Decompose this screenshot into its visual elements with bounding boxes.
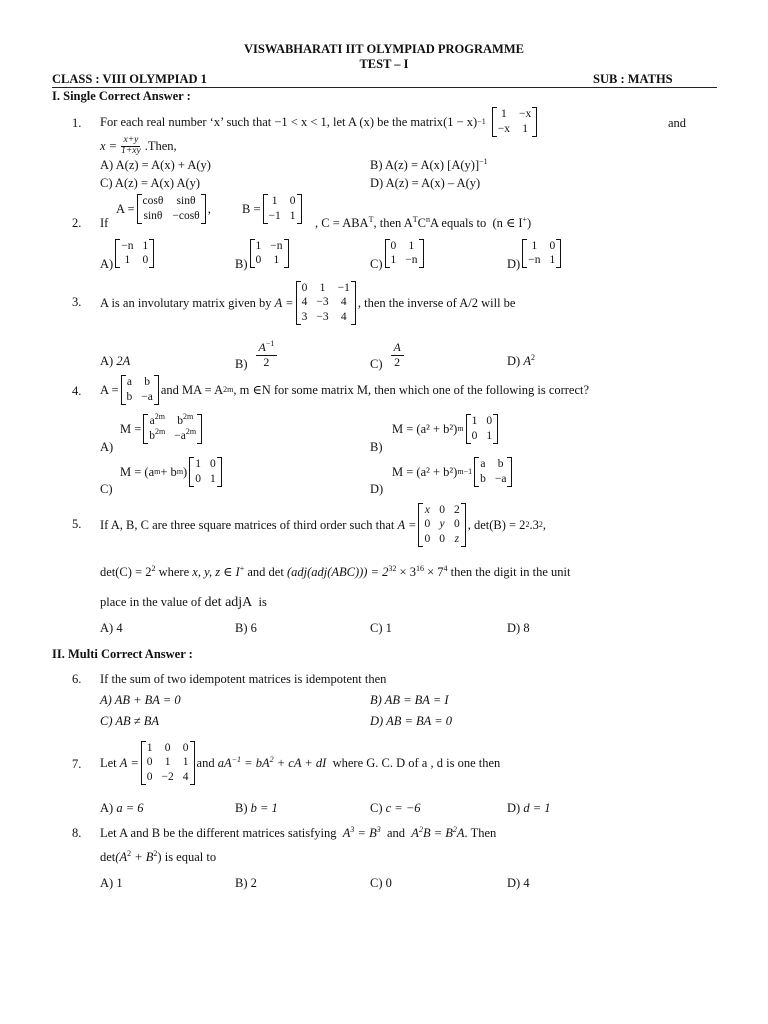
question-text-line2	[100, 850, 216, 865]
equation	[218, 756, 327, 771]
matrix-cell: 4	[340, 296, 347, 309]
denominator: 2	[394, 355, 401, 370]
superscript: −1	[231, 754, 242, 764]
matrix-cell: 2	[453, 504, 460, 517]
matrix-cell: 1	[319, 282, 326, 295]
text: C	[417, 216, 426, 230]
text: place in the value of	[100, 595, 202, 609]
matrix-cell: 1	[273, 253, 280, 266]
matrix-cell: cosθ	[142, 195, 164, 208]
matrix-cell: sinθ	[143, 209, 163, 222]
x-definition	[100, 135, 177, 157]
option-label: C)	[370, 801, 383, 815]
option-matrix	[385, 239, 424, 268]
a-equals: A =	[274, 295, 294, 310]
matrix-a	[121, 375, 159, 404]
text: , then A	[373, 216, 413, 230]
x-equals: x =	[100, 138, 118, 153]
matrix-cell: 0	[471, 429, 478, 442]
option-label: A)	[100, 257, 114, 271]
factor: (1 − x)	[443, 114, 478, 129]
text: b	[177, 415, 183, 428]
superscript: 2	[127, 848, 132, 858]
question-number: 3.	[72, 295, 82, 309]
matrix-cell: −n	[528, 253, 541, 266]
text: + cA + dI	[273, 755, 327, 770]
question-text	[100, 735, 500, 791]
question-text: If the sum of two idempotent matrices is idempotent then	[100, 672, 387, 686]
matrix-cell: a	[126, 376, 132, 389]
option-a[interactable]: A) 1	[100, 876, 123, 890]
text: is equal to	[164, 850, 217, 864]
text: then the digit in the unit	[447, 565, 571, 579]
text: . Then	[464, 826, 497, 840]
matrix-cell: z	[454, 532, 460, 545]
text: det(C) = 2	[100, 565, 152, 579]
text: ,	[542, 517, 546, 532]
text: A	[258, 340, 266, 355]
question-number: 1.	[72, 116, 82, 130]
matrix-cell: 1	[390, 253, 397, 266]
option-label: D)	[507, 801, 521, 815]
question-text-line3	[100, 595, 267, 611]
label: B =	[242, 201, 261, 216]
superscript: 2m	[154, 412, 165, 422]
superscript: 2	[269, 754, 274, 764]
option-b[interactable]	[370, 158, 488, 173]
matrix-cell: 1	[549, 253, 556, 266]
matrix-b	[263, 194, 302, 223]
text: A	[456, 826, 465, 840]
option-matrix	[143, 414, 202, 443]
matrix-cell: 0	[182, 742, 189, 755]
matrix-cell: 1	[289, 209, 296, 222]
matrix-cell: −n	[121, 239, 134, 252]
text: , let A (x) be the matrix	[326, 114, 444, 129]
question-text	[315, 215, 531, 231]
text: where G. C. D of a , d is one then	[332, 755, 501, 770]
text: (a² + b²)	[416, 421, 458, 436]
matrix-cell: −x	[497, 122, 510, 135]
equation-1	[343, 826, 381, 840]
programme-title: VISWABHARATI IIT OLYMPIAD PROGRAMME	[243, 42, 524, 56]
text: and	[196, 755, 215, 770]
text: A	[411, 826, 419, 840]
matrix-cell: 0	[255, 253, 262, 266]
option-a[interactable]: A) AB + BA = 0	[100, 693, 181, 707]
option-d[interactable]: D) 8	[507, 621, 530, 635]
matrix-cell: −a	[141, 390, 153, 403]
m-equals: M =	[120, 421, 142, 436]
superscript: +	[522, 214, 528, 224]
text: )	[157, 850, 162, 864]
condition: (n ∈ I	[492, 216, 523, 230]
option-d[interactable]: D) A(z) = A(x) – A(y)	[370, 176, 481, 190]
option-label: D)	[507, 257, 521, 271]
matrix-cell: y	[439, 518, 445, 531]
option-b[interactable]: B) AB = BA = I	[370, 693, 449, 707]
option-a[interactable]	[100, 801, 144, 816]
matrix-cell: 4	[301, 296, 308, 309]
fraction	[256, 341, 278, 370]
option-matrix	[474, 457, 512, 486]
matrix-cell: 1	[142, 239, 149, 252]
if-text: If	[100, 216, 109, 230]
option-d[interactable]: D) AB = BA = 0	[370, 714, 453, 728]
option-b[interactable]: B) 2	[235, 876, 257, 890]
text: A equals to	[429, 216, 487, 230]
matrix-cell: 0	[439, 504, 445, 517]
label: A =	[116, 201, 135, 216]
option-label: C)	[370, 357, 383, 371]
option-b[interactable]	[235, 336, 277, 372]
text: )	[183, 464, 188, 479]
denominator: 2	[263, 355, 270, 370]
option-a[interactable]	[100, 236, 156, 272]
option-a[interactable]: A)	[100, 440, 114, 454]
option-matrix	[250, 239, 289, 268]
matrix-cell: 1	[500, 108, 507, 121]
matrix-cell: 0	[289, 195, 296, 208]
text: is	[258, 595, 267, 609]
header-rule	[52, 87, 717, 88]
equation-2	[411, 826, 464, 840]
class-label: CLASS : VIII OLYMPIAD 1	[52, 72, 207, 86]
option-label: C)	[370, 257, 383, 271]
matrix-cell: sinθ	[176, 195, 196, 208]
matrix-cell: 0	[424, 518, 431, 531]
matrix-cell: b	[480, 472, 486, 485]
text: (adj(adj(ABC))) = 2	[286, 565, 389, 579]
option-value: b = 1	[250, 801, 278, 815]
superscript: 3	[376, 824, 381, 834]
matrix-cell: 1	[271, 195, 278, 208]
expression: det adjA	[204, 595, 253, 610]
question-number: 2.	[72, 216, 82, 230]
matrix-cell: 0	[549, 239, 556, 252]
option-value: a = 6	[116, 801, 144, 815]
text: A is an involutary matrix given by	[100, 295, 272, 310]
matrix-cell: 1	[182, 756, 189, 769]
superscript: 32	[388, 563, 397, 573]
text: , m ∈N for some matrix M, then which one of the following is correct?	[233, 383, 590, 397]
text: Let	[100, 755, 117, 770]
m-equals: M =	[120, 464, 142, 479]
option-a[interactable]: A) 4	[100, 621, 123, 635]
superscript: 2	[530, 352, 535, 362]
text: B = B	[422, 826, 453, 840]
option-label: A)	[100, 801, 114, 815]
matrix-cell: 0	[486, 415, 493, 428]
text: .3	[529, 517, 539, 532]
matrix-cell: −1	[268, 209, 281, 222]
text: and MA = A	[160, 382, 224, 397]
superscript: 4	[443, 563, 448, 573]
option-a[interactable]: A) A(z) = A(x) + A(y)	[100, 158, 211, 172]
denominator: 1+xy	[121, 145, 141, 156]
matrix-cell: 1	[408, 239, 415, 252]
question-text: A = a b b −a and MA = A 2m , m ∈N for some matrix M, then which one of the following is correct?	[100, 372, 589, 408]
option-matrix	[522, 239, 561, 268]
option-c[interactable]: C)	[100, 482, 113, 496]
text: Let A and B be the different matrices satisfying	[100, 826, 337, 840]
matrix-cell: 0	[142, 253, 149, 266]
text: and	[386, 826, 406, 840]
option-b-expression: M = (a² + b²) m 1 0 0 1	[392, 412, 500, 446]
condition: −1 < x < 1	[274, 114, 327, 129]
option-c[interactable]: C) 1	[370, 621, 392, 635]
matrix-cell: 1	[209, 472, 216, 485]
matrix-cell: 0	[146, 756, 153, 769]
option-c[interactable]: C) 0	[370, 876, 392, 890]
text: −a	[174, 429, 186, 442]
text: , C = ABA	[315, 216, 369, 230]
exponent: −1	[479, 156, 488, 166]
text: = B	[354, 826, 377, 840]
section-multi-correct: II. Multi Correct Answer :	[52, 647, 193, 661]
option-text: B) A(z) = A(x) [A(y)]	[370, 158, 480, 172]
matrix-cell: −3	[316, 310, 329, 323]
option-d[interactable]: D)	[370, 482, 384, 496]
matrix-cell: 0	[301, 282, 308, 295]
option-d[interactable]: D) 4	[507, 876, 530, 890]
text: (A	[115, 850, 128, 864]
text: det	[100, 850, 116, 864]
option-label: B)	[235, 801, 248, 815]
numerator: x+y	[123, 134, 139, 145]
matrix-cell: 0	[390, 239, 397, 252]
option-c-expression: M = (a m + b m ) 1 0 0 1	[120, 455, 224, 489]
matrix-cell: 0	[424, 532, 431, 545]
option-label: A)	[100, 354, 114, 368]
superscript: +	[239, 563, 245, 573]
option-value: 2A	[116, 354, 131, 368]
matrix-cell: x	[424, 504, 430, 517]
text: + b	[160, 464, 177, 479]
option-b[interactable]: B)	[370, 440, 383, 454]
question-number: 5.	[72, 517, 82, 531]
superscript: T	[412, 214, 418, 224]
matrix-cell: 1	[471, 415, 478, 428]
matrix-cell: 1	[124, 253, 131, 266]
text: , det(B) = 2	[467, 517, 526, 532]
matrix-a	[296, 281, 356, 325]
matrix-a	[137, 194, 206, 223]
text: = bA	[241, 755, 270, 770]
text: (a	[144, 464, 155, 479]
option-c[interactable]	[370, 336, 404, 372]
matrix-a	[141, 741, 195, 785]
option-a-expression	[120, 412, 204, 446]
matrix-cell: 0	[439, 532, 445, 545]
matrix-cell: 0	[195, 472, 201, 485]
matrix-cell: 1	[255, 239, 262, 252]
text: × 7	[423, 565, 444, 579]
text: a	[149, 415, 155, 428]
question-text-line2	[100, 564, 570, 580]
option-d[interactable]	[507, 236, 563, 272]
superscript: n	[425, 214, 430, 224]
matrix-a	[418, 503, 465, 547]
option-b[interactable]	[235, 801, 278, 816]
matrix-cell: 3	[301, 310, 308, 323]
option-value: A	[523, 354, 531, 368]
matrix-cell: −a	[494, 472, 507, 485]
text: If A, B, C are three square matrices of third order such that	[100, 517, 395, 532]
matrix-cell: b	[144, 376, 150, 389]
question-text: For each real number ‘x’ such that −1 < x < 1 , let A (x) be the matrix (1 − x) −1 1 −x −x 1	[100, 105, 539, 139]
m-equals: M =	[392, 421, 414, 436]
matrix-cell: −x	[518, 108, 532, 121]
matrix-cell: −n	[405, 253, 418, 266]
matrix-cell: 0	[453, 518, 460, 531]
option-b[interactable]	[235, 236, 291, 272]
text: b	[149, 429, 156, 442]
identity-matrix	[466, 414, 499, 443]
matrix-cell: 1	[146, 742, 153, 755]
matrix-cell: −n	[270, 239, 283, 252]
text: aA	[217, 755, 232, 770]
question-number: 8.	[72, 826, 82, 840]
fraction	[391, 341, 404, 370]
numerator: A	[391, 341, 404, 356]
option-b[interactable]: B) 6	[235, 621, 257, 635]
matrix-cell: 0	[164, 742, 171, 755]
then-text: .Then,	[144, 138, 177, 153]
matrix-cell: −1	[337, 282, 350, 295]
test-title: TEST – I	[359, 57, 409, 71]
superscript: 2m	[185, 426, 197, 436]
question-text: If A, B, C are three square matrices of third order such that A = x 0 2 0 y 0 0 0 z , det(B) = 2 2 .3 2 ,	[100, 497, 546, 553]
superscript: 2	[151, 563, 156, 573]
option-c[interactable]: C) A(z) = A(x) A(y)	[100, 176, 201, 190]
option-label: D)	[507, 354, 521, 368]
matrix-cell: b	[126, 390, 133, 403]
option-label: B)	[235, 257, 248, 271]
matrix-cell	[149, 426, 166, 443]
superscript: 16	[415, 563, 424, 573]
superscript: 2	[153, 848, 158, 858]
subject-label: SUB : MATHS	[593, 72, 673, 86]
text: For each real number ‘x’ such that	[100, 114, 272, 129]
question-number: 7.	[72, 757, 82, 771]
option-value: c = −6	[385, 801, 421, 815]
option-c[interactable]	[370, 236, 426, 272]
question-text	[100, 826, 496, 841]
text: , then the inverse of A/2 will be	[357, 295, 516, 310]
matrix-cell: −cosθ	[172, 209, 200, 222]
numerator	[256, 341, 278, 356]
matrix-cell: b	[497, 458, 504, 471]
fraction	[119, 136, 143, 157]
text: )	[527, 216, 532, 230]
matrix-cell: 1	[195, 458, 201, 471]
superscript: 2	[452, 824, 457, 834]
matrix-cell: 1	[164, 756, 171, 769]
matrix-a-of-x	[492, 107, 538, 136]
a-equals: A =	[397, 517, 417, 532]
question-number: 4.	[72, 384, 82, 398]
option-d-expression: M = (a² + b²) m−1 a b b −a	[392, 455, 514, 489]
option-d[interactable]	[507, 801, 551, 816]
matrix-cell: −3	[316, 296, 329, 309]
matrix-cell: −2	[161, 770, 174, 783]
matrix-cell: 0	[209, 458, 216, 471]
m-equals: M =	[392, 464, 414, 479]
option-d[interactable]	[507, 354, 535, 369]
matrix-cell: 0	[146, 770, 153, 783]
superscript: 3	[350, 824, 355, 834]
question-number: 6.	[72, 672, 82, 686]
text: + B	[131, 850, 154, 864]
matrix-cell: 4	[182, 770, 189, 783]
matrix-cell: 4	[340, 310, 347, 323]
matrix-cell: 1	[522, 122, 528, 135]
and-text: and	[668, 116, 687, 130]
option-label: B)	[235, 357, 248, 371]
text: where	[155, 565, 193, 579]
matrix-a-def: A = cosθ sinθ sinθ −cosθ ,	[116, 193, 211, 225]
superscript: 2	[418, 824, 423, 834]
superscript: 2m	[155, 426, 166, 436]
option-a[interactable]	[100, 354, 130, 369]
text: and det	[244, 565, 287, 579]
matrix-cell: a	[480, 458, 486, 471]
text: x, y, z ∈ I	[192, 565, 240, 579]
option-c[interactable]	[370, 801, 421, 816]
matrix-cell	[174, 426, 197, 443]
text: (a² + b²)	[416, 464, 458, 479]
section-single-correct: I. Single Correct Answer :	[52, 89, 191, 103]
superscript: T	[368, 214, 374, 224]
text: A	[342, 826, 351, 840]
a-equals: A =	[119, 755, 139, 770]
matrix-cell: 1	[486, 429, 493, 442]
superscript: −1	[265, 339, 275, 349]
option-c[interactable]: C) AB ≠ BA	[100, 714, 160, 728]
text: × 3	[396, 565, 416, 579]
superscript: 2m	[182, 412, 194, 422]
question-text	[100, 276, 515, 330]
matrix-b-def	[242, 193, 304, 225]
matrix-cell: 1	[531, 239, 538, 252]
option-matrix	[115, 239, 154, 268]
option-value: d = 1	[523, 801, 551, 815]
a-equals: A =	[100, 382, 119, 397]
identity-matrix	[189, 457, 222, 486]
